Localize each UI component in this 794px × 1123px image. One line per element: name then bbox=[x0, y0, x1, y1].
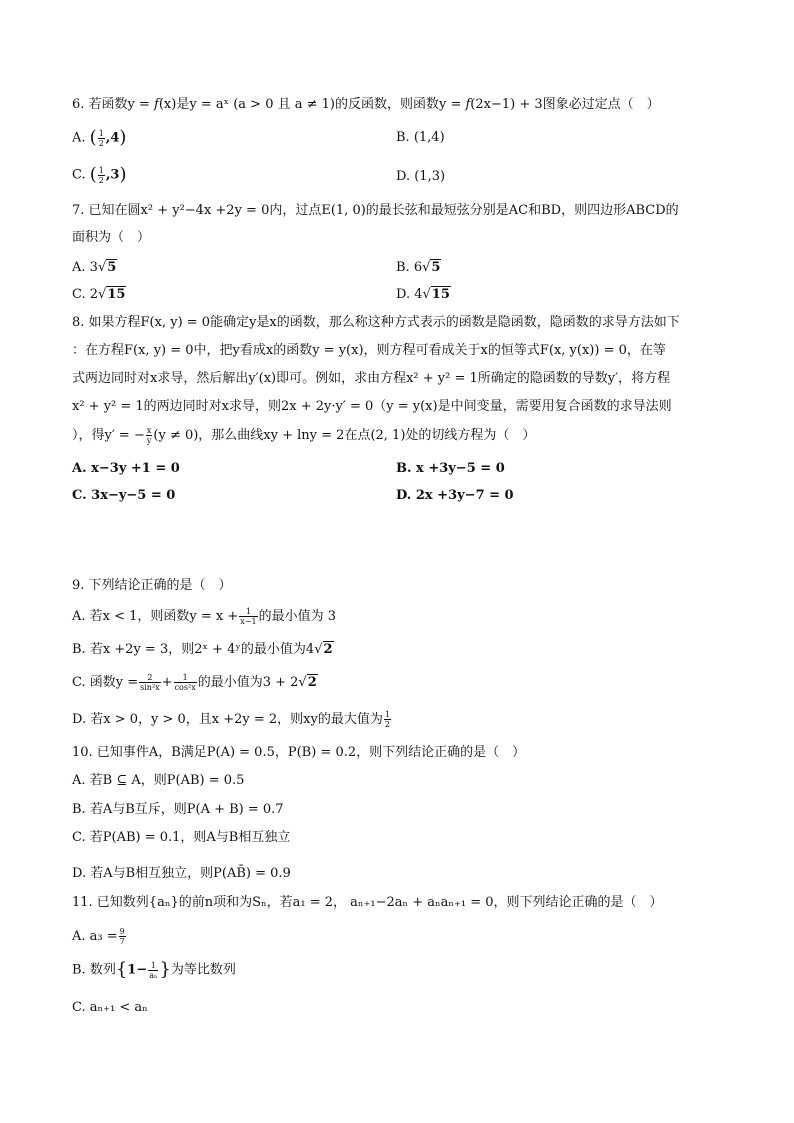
question-11-option-b: B. 数列{1− $\frac{1}{\text{aₙ}}$ }为等比数列 bbox=[72, 959, 236, 980]
question-8-line4: x² + y² = 1的两边同时对x求导，则2x + 2y·y′ = 0（y = y(x)是中间变量，需要用复合函数的求导法则 bbox=[72, 399, 672, 414]
fraction: $\frac{1}{\text{cos²x}}$ bbox=[174, 673, 196, 692]
question-7-option-a: A. 3√5 bbox=[72, 260, 117, 275]
question-7-option-c: C. 2√15 bbox=[72, 287, 126, 302]
fraction: $\frac{1}{2}$ bbox=[98, 165, 104, 185]
fraction: $\frac{2}{\text{sin²x}}$ bbox=[140, 673, 160, 692]
question-10-option-a: A. 若B ⊆ A，则P(AB) = 0.5 bbox=[72, 773, 245, 788]
question-9-option-d: D. 若x > 0，y > 0，且x +2y = 2，则xy的最大值为 $\frac{1}{2}$ bbox=[72, 710, 390, 729]
fraction: $\frac{1}{\text{aₙ}}$ bbox=[149, 960, 158, 980]
question-8-option-d: D. 2x +3y−7 = 0 bbox=[396, 488, 514, 503]
question-7-stem-line2: 面积为（ ） bbox=[72, 230, 151, 245]
question-6-option-c: C. ( $\frac{1}{2}$ ,3) bbox=[72, 164, 127, 185]
question-10-option-d: D. 若A与B相互独立，则P(AB̄) = 0.9 bbox=[72, 866, 291, 881]
question-8-line1: 8. 如果方程F(x, y) = 0能确定y是x的函数，那么称这种方式表示的函数是隐函数，隐函数的求导方法如下 bbox=[72, 315, 680, 330]
question-6-stem: 6. 若函数y = 𝑓(x)是y = aˣ (a > 0 且 a ≠ 1)的反函数，则函数y = 𝑓(2x−1) + 3图象必过定点（ ） bbox=[72, 97, 660, 112]
question-10-option-b: B. 若A与B互斥，则P(A + B) = 0.7 bbox=[72, 802, 284, 817]
question-8-option-c: C. 3x−y−5 = 0 bbox=[72, 488, 176, 503]
question-8-line3: 式两边同时对x求导，然后解出y′(x)即可。例如，求由方程x² + y² = 1所确定的隐函数的导数y′，将方程 bbox=[72, 371, 671, 386]
question-11-option-a: A. a₃ = $\frac{9}{7}$ bbox=[72, 927, 125, 946]
fraction: $\frac{1}{2}$ bbox=[98, 128, 104, 148]
fraction: $\frac{9}{7}$ bbox=[119, 927, 125, 946]
question-6-option-a: A. ( $\frac{1}{2}$ ,4) bbox=[72, 127, 127, 148]
question-8-line5: ），得y′ = − $\frac{x}{y}$ (y ≠ 0)，那么曲线xy + lny = 2在点(2, 1)处的切线方程为（ ） bbox=[72, 426, 536, 445]
question-6-option-d: D. (1,3) bbox=[396, 169, 446, 184]
question-6-option-b: B. (1,4) bbox=[396, 130, 445, 145]
question-8-option-b: B. x +3y−5 = 0 bbox=[396, 461, 505, 476]
question-8-line2: ：在方程F(x, y) = 0中，把y看成x的函数y = y(x)，则方程可看成关于x的恒等式F(x, y(x)) = 0，在等 bbox=[72, 343, 666, 358]
question-9-stem: 9. 下列结论正确的是（ ） bbox=[72, 578, 232, 593]
question-10-option-c: C. 若P(AB) = 0.1，则A与B相互独立 bbox=[72, 830, 291, 845]
question-9-option-a: A. 若x < 1，则函数y = x + $\frac{1}{x-1}$ 的最小值为 3 bbox=[72, 607, 336, 626]
question-7-option-b: B. 6√5 bbox=[396, 260, 441, 275]
question-8-option-a: A. x−3y +1 = 0 bbox=[72, 461, 180, 476]
question-9-option-b: B. 若x +2y = 3，则2ˣ + 4ʸ的最小值为4√2 bbox=[72, 642, 333, 657]
question-7-option-d: D. 4√15 bbox=[396, 287, 450, 302]
fraction: $\frac{x}{y}$ bbox=[146, 426, 152, 445]
question-11-stem: 11. 已知数列{aₙ}的前n项和为Sₙ，若a₁ = 2， aₙ₊₁−2aₙ + aₙaₙ₊₁ = 0，则下列结论正确的是（ ） bbox=[72, 895, 663, 910]
question-11-option-c: C. aₙ₊₁ < aₙ bbox=[72, 1000, 148, 1015]
fraction: $\frac{1}{2}$ bbox=[384, 710, 390, 729]
question-10-stem: 10. 已知事件A，B满足P(A) = 0.5，P(B) = 0.2，则下列结论正确的是（ ） bbox=[72, 745, 526, 760]
question-7-stem-line1: 7. 已知在圆x² + y²−4x +2y = 0内，过点E(1, 0)的最长弦和最短弦分别是AC和BD，则四边形ABCD的 bbox=[72, 203, 679, 218]
question-9-option-c: C. 函数y = $\frac{2}{\text{sin²x}}$ + $\frac{1}{\text{cos²x}}$ 的最小值为3 + 2√2 bbox=[72, 673, 317, 692]
fraction: $\frac{1}{x-1}$ bbox=[240, 607, 257, 626]
